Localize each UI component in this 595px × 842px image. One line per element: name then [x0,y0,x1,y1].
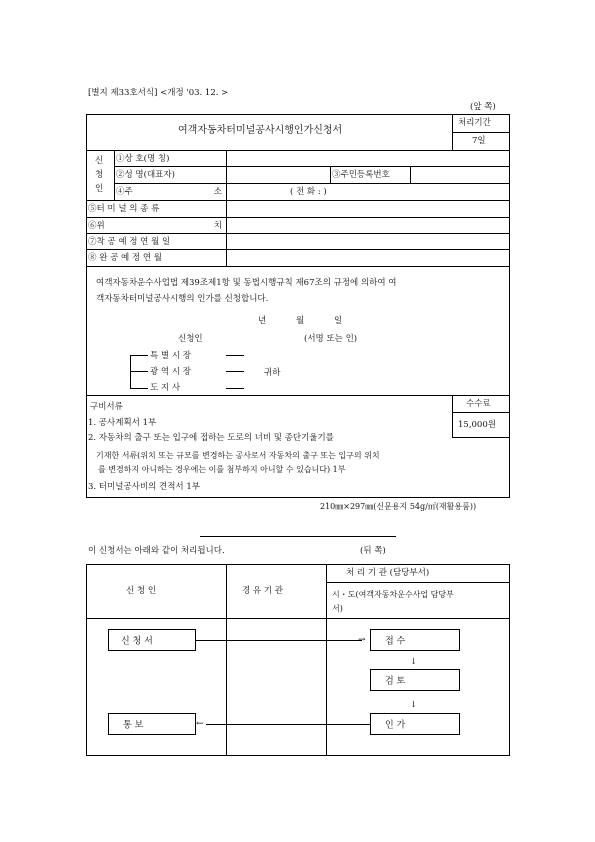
address-label: ④주 소 [116,187,222,197]
processing-period-label: 처리기간 [458,118,491,128]
arrow-down-icon: ↓ [410,657,418,667]
completion-date-label: ⑧ 완 공 예 정 연 월 [88,253,162,263]
representative-label: ②성 명(대표자) [116,170,175,180]
paper-spec: 210㎜×297㎜(신문용지 54g/㎡(재활용품)) [320,502,477,511]
authority-special-city-mayor: 특 별 시 장 [150,351,191,361]
document-item-2: 2. 자동차의 출구 또는 입구에 접하는 도로의 너비 및 종단기울기를 [88,433,334,443]
document-item-3: 3. 터미널공사비의 견적서 1부 [88,482,200,492]
back-side-label: (뒤 쪽) [360,546,386,556]
column-processing-sub-1: 시・도(여객자동차운수사업 담당부 [332,590,454,599]
phone-field[interactable]: ( 전 화 : ) [290,187,327,197]
document-item-2-line-2: 기재한 서류(위치 또는 규모를 변경하는 공사로서 자동차의 출구 또는 입구의 위치 [96,451,380,460]
terminal-type-label: ⑤터 미 널 의 종 류 [88,204,160,214]
document-item-2-line-3: 를 변경하지 아니하는 경우에는 이를 첨부하지 아니할 수 있습니다) 1부 [98,465,346,474]
form-title: 여객자동차터미널공사시행인가신청서 [178,125,343,136]
document-item-1: 1. 공사계획서 1부 [88,418,157,428]
required-documents-title: 구비서류 [90,402,123,412]
date-year-label: 년 [258,316,267,326]
form-number: [별지 제33호서식] <개정 '03. 12. > [88,88,229,98]
fee-value: 15,000원 [458,420,496,430]
step-application: 신 청 서 [108,629,196,651]
business-name-field[interactable] [227,151,509,166]
authority-governor: 도 지 사 [150,383,181,393]
step-notice: 통 보 [108,713,196,735]
arrow-right-icon: → [358,635,366,645]
flow-line-to-notice [206,724,370,725]
statement-line-2: 객자동차터미널공사시행의 인가를 신청합니다. [96,294,269,304]
start-date-label: ⑦착 공 예 정 연 월 일 [88,237,171,247]
registration-number-field[interactable] [411,167,509,183]
column-via-agency: 경 유 기 관 [242,586,283,596]
arrow-down-icon: ↓ [410,700,418,710]
statement-line-1: 여객자동차운수사업법 제39조제1항 및 동법시행규칙 제67조의 규정에 의하여 여 [96,278,397,288]
start-date-field[interactable] [227,234,509,249]
business-name-label: ①상 호(명 칭) [116,154,170,164]
date-day-label: 일 [334,316,343,326]
applicant-sign-label: 신청인 [178,334,203,344]
location-field[interactable] [227,218,509,233]
fee-label: 수수료 [466,399,491,409]
step-approval: 인 가 [370,713,460,735]
registration-number-label: ③주민등록번호 [332,170,390,180]
column-applicant: 신 청 인 [126,586,157,596]
completion-date-field[interactable] [227,250,509,265]
applicant-label-2: 청 [95,170,104,180]
applicant-label-3: 인 [95,184,104,194]
column-processing-sub-2: 서) [332,604,343,613]
terminal-type-field[interactable] [227,201,509,216]
processing-period-value: 7일 [472,136,486,146]
flow-line-to-receipt [196,640,362,641]
column-processing-agency: 처 리 기 관 (담당부서) [346,568,430,578]
location-label: ⑥위 치 [88,221,222,231]
addressee-suffix: 귀하 [264,368,281,378]
applicant-label-1: 신 [95,156,104,166]
signature-note: (서명 또는 인) [304,334,358,344]
step-review: 검 토 [370,669,460,691]
arrow-left-icon: ← [196,719,204,729]
front-side-label: (앞 쪽) [470,102,496,112]
process-intro: 이 신청서는 아래와 같이 처리됩니다. [88,546,225,556]
step-receipt: 접 수 [370,629,460,651]
date-month-label: 월 [296,316,305,326]
section-divider [200,536,396,537]
representative-field[interactable] [227,167,329,183]
authority-metropolitan-mayor: 광 역 시 장 [150,367,191,377]
